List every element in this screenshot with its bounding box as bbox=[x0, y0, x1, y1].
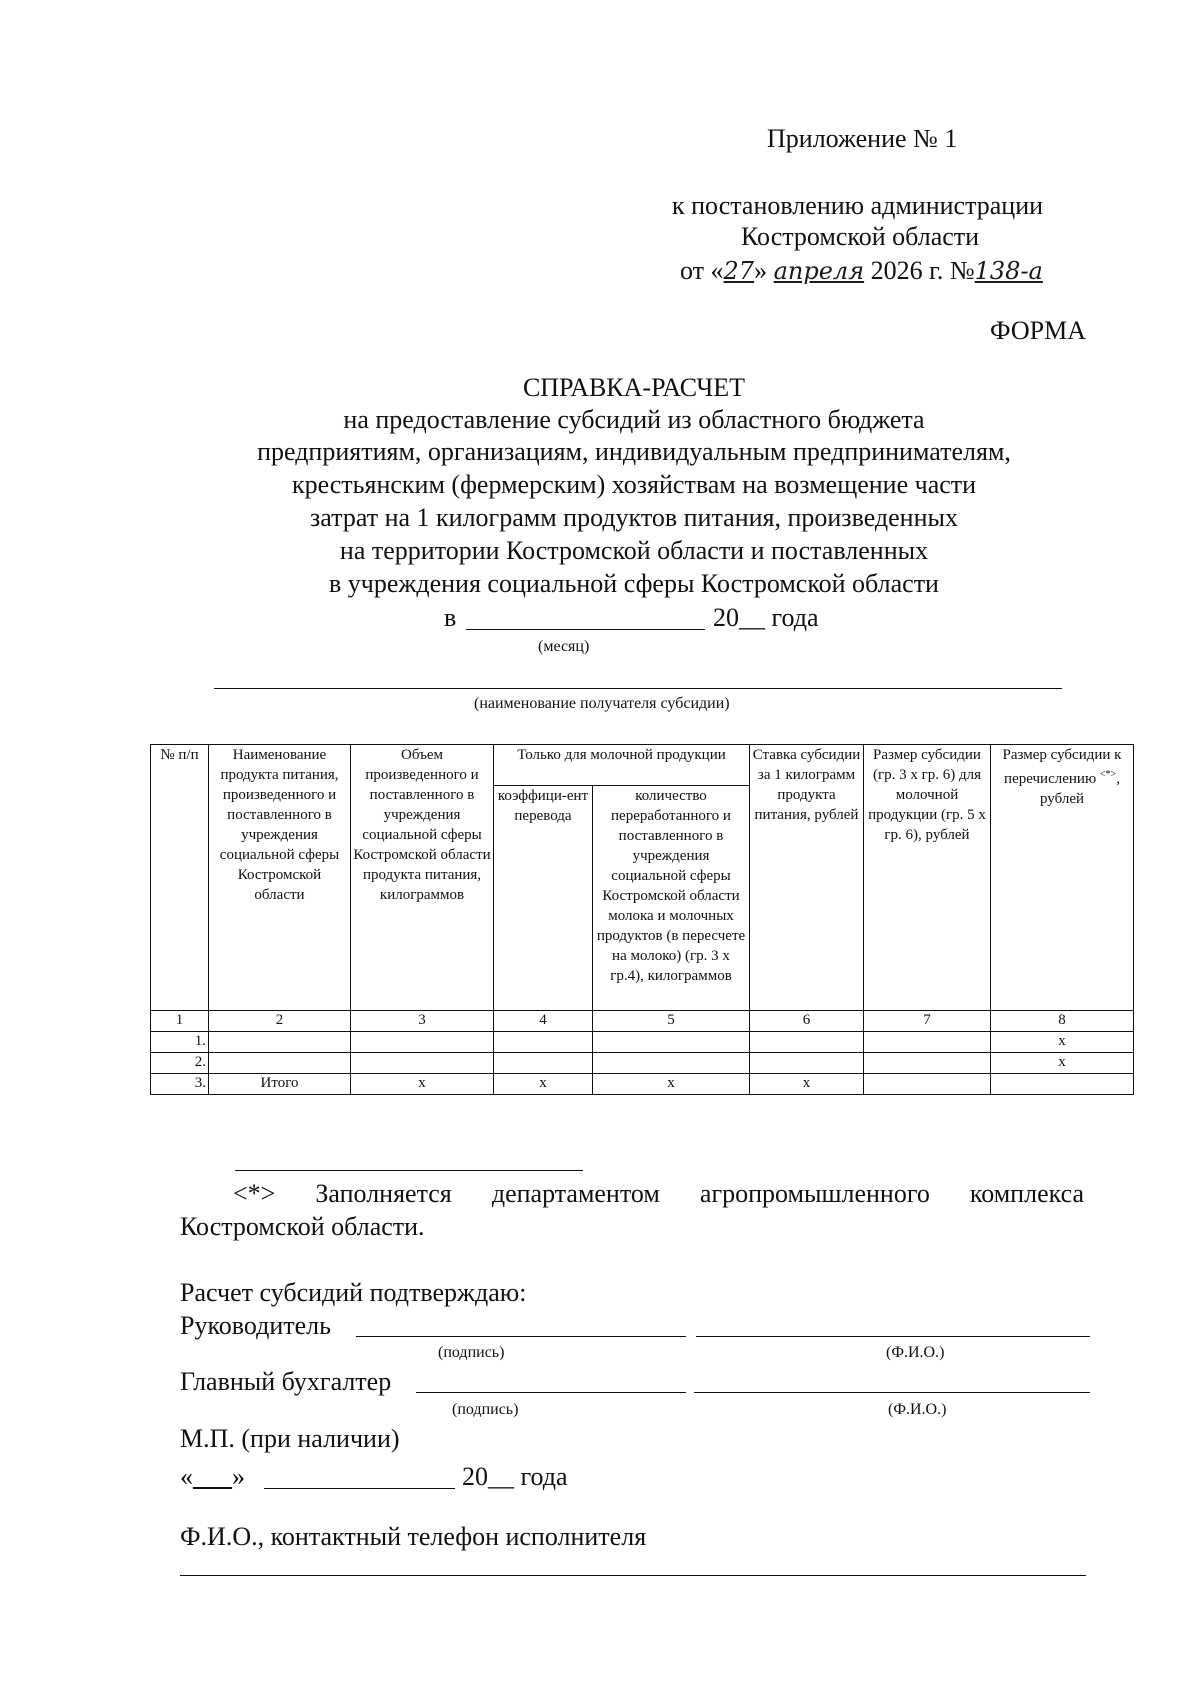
header-cell-subsidy-size: Размер субсидии (гр. 3 х гр. 6) для молочной продукции (гр. 5 х гр. 6), рублей bbox=[864, 745, 991, 1011]
period-prefix: в bbox=[444, 603, 457, 632]
table-cell: 1. bbox=[151, 1032, 209, 1053]
date-year: 2026 г. № bbox=[870, 256, 975, 285]
table-header-row bbox=[151, 745, 1134, 786]
appendix-title: Приложение № 1 bbox=[767, 124, 958, 153]
appendix-date bbox=[680, 256, 1043, 286]
footnote-text: <*> Заполняется департаментом агропромышленного комплекса bbox=[233, 1179, 1084, 1208]
table-cell bbox=[494, 1032, 593, 1053]
date-number-handwritten: 138-а bbox=[974, 257, 1043, 285]
table-row bbox=[151, 1032, 1134, 1053]
header-cell-product: Наименование продукта питания, произведенного и поставленного в учреждения социальной сферы Костромской области bbox=[209, 745, 351, 1011]
recipient-blank-line bbox=[214, 688, 1062, 689]
heading-line: крестьянским (фермерским) хозяйствам на возмещение части bbox=[291, 470, 977, 499]
table-cell: x bbox=[593, 1074, 750, 1095]
table-cell bbox=[864, 1032, 991, 1053]
date-prefix: от « bbox=[680, 256, 724, 285]
subsidy-table bbox=[150, 744, 1134, 1095]
footnote-marker: <*> bbox=[1099, 769, 1117, 780]
table-cell bbox=[991, 1074, 1134, 1095]
month-blank-line bbox=[466, 629, 705, 630]
contact-label: Ф.И.О., контактный телефон исполнителя bbox=[180, 1522, 647, 1551]
signature-caption: (подпись) bbox=[452, 1401, 519, 1418]
header-cell-transfer-text: Размер субсидии к перечислению bbox=[1002, 747, 1122, 787]
date-month-handwritten: апреля bbox=[773, 257, 865, 285]
month-caption: (месяц) bbox=[538, 638, 590, 655]
column-number: 7 bbox=[864, 1011, 991, 1032]
column-number: 6 bbox=[750, 1011, 864, 1032]
table-cell bbox=[209, 1053, 351, 1074]
accountant-label: Главный бухгалтер bbox=[180, 1367, 392, 1396]
signature-caption: (подпись) bbox=[438, 1344, 505, 1361]
accountant-name-line bbox=[694, 1392, 1090, 1393]
date-year-label: 20__ года bbox=[462, 1462, 568, 1491]
period-year: 20__ года bbox=[713, 603, 819, 632]
column-number: 2 bbox=[209, 1011, 351, 1032]
table-cell bbox=[593, 1032, 750, 1053]
footnote-text-cont: Костромской области. bbox=[180, 1212, 425, 1241]
name-caption: (Ф.И.О.) bbox=[886, 1344, 945, 1361]
name-caption: (Ф.И.О.) bbox=[888, 1401, 947, 1418]
header-cell-milk-quantity: количество переработанного и поставленного в учреждения социальной сферы Костромской области молока и молочных продуктов (в пересчете на молоко) (гр. 3 х гр.4), килограммов bbox=[593, 786, 750, 1011]
table-cell: x bbox=[750, 1074, 864, 1095]
heading-line: затрат на 1 килограмм продуктов питания, произведенных bbox=[310, 503, 958, 532]
header-cell-coefficient: коэффици-ент перевода bbox=[494, 786, 593, 1011]
column-number: 3 bbox=[351, 1011, 494, 1032]
date-open-quote: « bbox=[180, 1462, 193, 1491]
footnote-separator bbox=[235, 1170, 583, 1171]
table-cell bbox=[209, 1032, 351, 1053]
head-label: Руководитель bbox=[180, 1311, 331, 1340]
date-month-line bbox=[264, 1488, 455, 1489]
stamp-label: М.П. (при наличии) bbox=[180, 1424, 400, 1453]
table-cell: x bbox=[991, 1032, 1134, 1053]
table-cell bbox=[593, 1053, 750, 1074]
table-cell: x bbox=[494, 1074, 593, 1095]
column-number: 4 bbox=[494, 1011, 593, 1032]
table-cell bbox=[750, 1032, 864, 1053]
appendix-line2: Костромской области bbox=[741, 222, 980, 251]
heading-line: на территории Костромской области и поставленных bbox=[339, 536, 929, 565]
heading-line: на предоставление субсидий из областного бюджета bbox=[343, 405, 925, 434]
heading-line: предприятиям, организациям, индивидуальным предпринимателям, bbox=[257, 437, 1011, 466]
table-row bbox=[151, 1053, 1134, 1074]
header-cell-volume: Объем произведенного и поставленного в учреждения социальной сферы Костромской области продукта питания, килограммов bbox=[351, 745, 494, 1011]
column-number: 5 bbox=[593, 1011, 750, 1032]
date-close-quote: » bbox=[232, 1462, 245, 1491]
recipient-caption: (наименование получателя субсидии) bbox=[474, 695, 730, 712]
table-cell: x bbox=[351, 1074, 494, 1095]
table-cell bbox=[351, 1053, 494, 1074]
table-cell bbox=[864, 1074, 991, 1095]
date-mid: » bbox=[754, 256, 768, 285]
table-cell-total-label: Итого bbox=[209, 1074, 351, 1095]
head-name-line bbox=[696, 1336, 1090, 1337]
header-cell-rate: Ставка субсидии за 1 килограмм продукта питания, рублей bbox=[750, 745, 864, 1011]
header-cell-subsidy-transfer bbox=[991, 745, 1134, 1011]
table-row-total bbox=[151, 1074, 1134, 1095]
table-cell: 2. bbox=[151, 1053, 209, 1074]
table-cell: x bbox=[991, 1053, 1134, 1074]
table-cell bbox=[750, 1053, 864, 1074]
date-day-blank: ___ bbox=[193, 1462, 232, 1491]
appendix-line1: к постановлению администрации bbox=[672, 191, 1044, 220]
head-signature-line bbox=[356, 1336, 686, 1337]
accountant-signature-line bbox=[416, 1392, 686, 1393]
heading-title: СПРАВКА-РАСЧЕТ bbox=[522, 373, 746, 402]
table-cell: 3. bbox=[151, 1074, 209, 1095]
column-numbers-row bbox=[151, 1011, 1134, 1032]
table-cell bbox=[351, 1032, 494, 1053]
form-label: ФОРМА bbox=[990, 316, 1086, 345]
confirm-label: Расчет субсидий подтверждаю: bbox=[180, 1278, 527, 1307]
table-cell bbox=[494, 1053, 593, 1074]
heading-line: в учреждения социальной сферы Костромской области bbox=[329, 569, 939, 598]
header-cell-dairy-group: Только для молочной продукции bbox=[494, 745, 750, 786]
column-number: 8 bbox=[991, 1011, 1134, 1032]
contact-line bbox=[180, 1575, 1086, 1576]
column-number: 1 bbox=[151, 1011, 209, 1032]
table-cell bbox=[864, 1053, 991, 1074]
date-day-handwritten: 27 bbox=[723, 257, 755, 285]
header-cell-transfer-unit: , рублей bbox=[1039, 771, 1120, 807]
header-cell-number: № п/п bbox=[151, 745, 209, 1011]
signature-date bbox=[180, 1462, 245, 1492]
